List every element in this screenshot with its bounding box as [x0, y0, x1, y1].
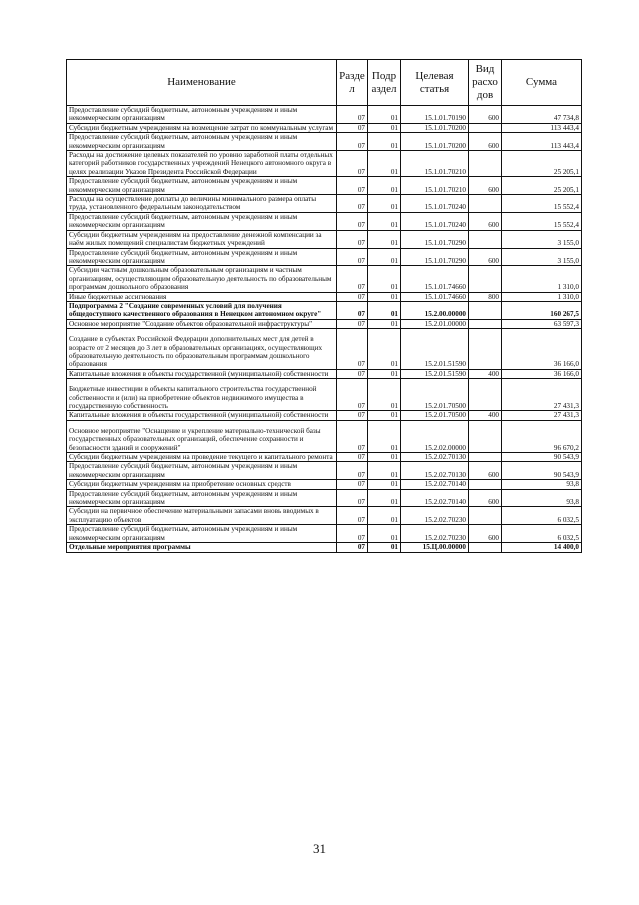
row-section: 07: [337, 507, 368, 525]
row-expense-type: 600: [469, 133, 502, 151]
table-row: [67, 301, 582, 319]
row-subsection: 01: [368, 195, 401, 213]
row-section: 07: [337, 319, 368, 328]
row-subsection: 01: [368, 462, 401, 480]
row-sum: 36 166,0: [502, 369, 582, 378]
row-expense-type: [469, 420, 502, 452]
row-name: Отдельные мероприятия программы: [67, 543, 337, 552]
row-expense-type: 400: [469, 369, 502, 378]
row-name: Субсидии на первичное обеспечение материальными запасами вновь вводимых в эксплуатацию объектов: [67, 507, 337, 525]
budget-table: [66, 59, 582, 553]
row-section: 07: [337, 195, 368, 213]
row-subsection: 01: [368, 411, 401, 420]
row-name: Предоставление субсидий бюджетным, автономным учреждениям и иным некоммерческим организациям: [67, 248, 337, 266]
table-row: [67, 319, 582, 328]
table-row: [67, 525, 582, 543]
table-header-row: [67, 60, 582, 106]
table-row: [67, 453, 582, 462]
row-subsection: 01: [368, 319, 401, 328]
row-subsection: 01: [368, 329, 401, 370]
row-section: 07: [337, 462, 368, 480]
row-target-code: 15.1.01.70240: [401, 212, 469, 230]
header-section: Разде л: [337, 60, 368, 106]
row-name: Предоставление субсидий бюджетным, автономным учреждениям и иным некоммерческим организациям: [67, 462, 337, 480]
row-sum: 25 205,1: [502, 151, 582, 177]
row-section: 07: [337, 489, 368, 507]
row-target-code: 15.2.02.70130: [401, 453, 469, 462]
row-name: Бюджетные инвестиции в объекты капитального строительства государственной собственности и (или) на приобретение объектов недвижимого имущества в государственную собственность: [67, 379, 337, 411]
row-sum: 113 443,4: [502, 133, 582, 151]
row-sum: 113 443,4: [502, 123, 582, 132]
row-target-code: 15.2.02.00000: [401, 420, 469, 452]
row-subsection: 01: [368, 543, 401, 552]
row-sum: 15 552,4: [502, 195, 582, 213]
row-name: Субсидии бюджетным учреждениям на проведение текущего и капитального ремонта: [67, 453, 337, 462]
row-subsection: 01: [368, 301, 401, 319]
row-sum: 3 155,0: [502, 230, 582, 248]
row-name: Предоставление субсидий бюджетным, автономным учреждениям и иным некоммерческим организациям: [67, 212, 337, 230]
row-name: Предоставление субсидий бюджетным, автономным учреждениям и иным некоммерческим организациям: [67, 106, 337, 124]
table-row: [67, 507, 582, 525]
row-sum: 1 310,0: [502, 266, 582, 292]
header-sum: Сумма: [502, 60, 582, 106]
row-expense-type: [469, 151, 502, 177]
row-target-code: 15.2.01.70500: [401, 379, 469, 411]
row-section: 07: [337, 123, 368, 132]
row-section: 07: [337, 266, 368, 292]
table-row: [67, 420, 582, 452]
table-row: [67, 462, 582, 480]
row-expense-type: [469, 507, 502, 525]
row-subsection: 01: [368, 177, 401, 195]
row-target-code: 15.2.02.70140: [401, 480, 469, 489]
row-section: 07: [337, 301, 368, 319]
header-target: Целевая статья: [401, 60, 469, 106]
row-name: Субсидии частным дошкольным образовательным организациям и частным организациям, осуществляющим образовательную деятельность по образовательным программам дошкольного образования: [67, 266, 337, 292]
row-subsection: 01: [368, 230, 401, 248]
row-section: 07: [337, 379, 368, 411]
row-name: Основное мероприятие "Создание объектов образовательной инфраструктуры": [67, 319, 337, 328]
row-subsection: 01: [368, 292, 401, 301]
row-section: 07: [337, 177, 368, 195]
row-expense-type: [469, 319, 502, 328]
row-name: Расходы на достижение целевых показателей по уровню заработной платы отдельных категорий работников государственных учреждений Ненецкого автономного округа в целях реализации Указов Президента Российской Федерации: [67, 151, 337, 177]
row-name: Субсидии бюджетным учреждениям на возмещение затрат по коммунальным услугам: [67, 123, 337, 132]
row-expense-type: 600: [469, 489, 502, 507]
row-section: 07: [337, 230, 368, 248]
table-row: [67, 379, 582, 411]
row-section: 07: [337, 411, 368, 420]
table-row: [67, 369, 582, 378]
row-section: 07: [337, 453, 368, 462]
table-row: [67, 292, 582, 301]
row-subsection: 01: [368, 489, 401, 507]
row-name: Субсидии бюджетным учреждениям на приобретение основных средств: [67, 480, 337, 489]
row-sum: 90 543,9: [502, 462, 582, 480]
row-section: 07: [337, 480, 368, 489]
row-section: 07: [337, 133, 368, 151]
row-target-code: 15.1.01.70200: [401, 123, 469, 132]
row-sum: 15 552,4: [502, 212, 582, 230]
table-body: [67, 106, 582, 553]
row-subsection: 01: [368, 106, 401, 124]
row-sum: 96 670,2: [502, 420, 582, 452]
table-row: [67, 212, 582, 230]
row-sum: 93,8: [502, 480, 582, 489]
row-name: Создание в субъектах Российской Федерации дополнительных мест для детей в возрасте от 2 месяцев до 3 лет в образовательных организациях, осуществляющих образовательную деятельность по образовательным программам дошкольного образования: [67, 329, 337, 370]
row-section: 07: [337, 106, 368, 124]
row-sum: 36 166,0: [502, 329, 582, 370]
row-section: 07: [337, 212, 368, 230]
row-sum: 3 155,0: [502, 248, 582, 266]
row-expense-type: [469, 379, 502, 411]
row-expense-type: [469, 230, 502, 248]
row-target-code: 15.1.01.70190: [401, 106, 469, 124]
row-name: Предоставление субсидий бюджетным, автономным учреждениям и иным некоммерческим организациям: [67, 525, 337, 543]
table-row: [67, 133, 582, 151]
row-target-code: 15.1.01.70290: [401, 248, 469, 266]
row-expense-type: 600: [469, 525, 502, 543]
row-expense-type: 600: [469, 106, 502, 124]
row-name: Подпрограмма 2 "Создание современных условий для получения общедоступного качественного образования в Ненецком автономном округе": [67, 301, 337, 319]
row-expense-type: 400: [469, 411, 502, 420]
table-row: [67, 106, 582, 124]
table-row: [67, 195, 582, 213]
row-target-code: 15.2.02.70230: [401, 507, 469, 525]
header-name: Наименование: [67, 60, 337, 106]
row-subsection: 01: [368, 151, 401, 177]
row-subsection: 01: [368, 525, 401, 543]
row-expense-type: [469, 453, 502, 462]
table-row: [67, 411, 582, 420]
row-sum: 160 267,5: [502, 301, 582, 319]
row-target-code: 15.1.01.70240: [401, 195, 469, 213]
row-sum: 14 400,0: [502, 543, 582, 552]
row-sum: 6 032,5: [502, 525, 582, 543]
row-expense-type: [469, 123, 502, 132]
row-target-code: 15.1.01.70290: [401, 230, 469, 248]
row-sum: 6 032,5: [502, 507, 582, 525]
row-expense-type: [469, 480, 502, 489]
row-name: Субсидии бюджетным учреждениям на предоставление денежной компенсации за наём жилых помещений специалистам бюджетных учреждений: [67, 230, 337, 248]
row-expense-type: [469, 301, 502, 319]
table-row: [67, 230, 582, 248]
row-target-code: 15.1.01.70200: [401, 133, 469, 151]
row-subsection: 01: [368, 369, 401, 378]
row-expense-type: [469, 195, 502, 213]
row-subsection: 01: [368, 248, 401, 266]
row-section: 07: [337, 543, 368, 552]
row-target-code: 15.2.02.70140: [401, 489, 469, 507]
row-name: Капитальные вложения в объекты государственной (муниципальной) собственности: [67, 369, 337, 378]
row-expense-type: 800: [469, 292, 502, 301]
row-name: Капитальные вложения в объекты государственной (муниципальной) собственности: [67, 411, 337, 420]
row-section: 07: [337, 292, 368, 301]
row-subsection: 01: [368, 133, 401, 151]
row-subsection: 01: [368, 266, 401, 292]
row-section: 07: [337, 329, 368, 370]
row-target-code: 15.Ц.00.00000: [401, 543, 469, 552]
header-subsection: Подр аздел: [368, 60, 401, 106]
table-row: [67, 177, 582, 195]
table-row: [67, 248, 582, 266]
row-target-code: 15.1.01.70210: [401, 177, 469, 195]
row-subsection: 01: [368, 379, 401, 411]
row-target-code: 15.2.00.00000: [401, 301, 469, 319]
header-type: Вид расхо дов: [469, 60, 502, 106]
row-target-code: 15.2.01.51590: [401, 369, 469, 378]
row-expense-type: 600: [469, 462, 502, 480]
row-subsection: 01: [368, 420, 401, 452]
row-sum: 47 734,8: [502, 106, 582, 124]
row-expense-type: 600: [469, 248, 502, 266]
row-sum: 27 431,3: [502, 379, 582, 411]
row-target-code: 15.2.02.70130: [401, 462, 469, 480]
row-subsection: 01: [368, 507, 401, 525]
row-target-code: 15.1.01.74660: [401, 292, 469, 301]
row-target-code: 15.1.01.74660: [401, 266, 469, 292]
table-row: [67, 151, 582, 177]
row-expense-type: [469, 266, 502, 292]
row-section: 07: [337, 151, 368, 177]
row-subsection: 01: [368, 453, 401, 462]
row-subsection: 01: [368, 480, 401, 489]
table-row: [67, 480, 582, 489]
row-target-code: 15.2.01.70500: [401, 411, 469, 420]
row-expense-type: [469, 543, 502, 552]
row-name: Иные бюджетные ассигнования: [67, 292, 337, 301]
table-row: [67, 329, 582, 370]
row-subsection: 01: [368, 123, 401, 132]
row-name: Основное мероприятие "Оснащение и укрепление материально-технической базы государственных образовательных организаций, обеспечение сохранности и безопасности зданий и сооружений": [67, 420, 337, 452]
row-name: Расходы на осуществление доплаты до величины минимального размера оплаты труда, установленного федеральным законодательством: [67, 195, 337, 213]
row-target-code: 15.2.01.00000: [401, 319, 469, 328]
row-section: 07: [337, 420, 368, 452]
row-sum: 90 543,9: [502, 453, 582, 462]
row-section: 07: [337, 248, 368, 266]
row-name: Предоставление субсидий бюджетным, автономным учреждениям и иным некоммерческим организациям: [67, 133, 337, 151]
row-subsection: 01: [368, 212, 401, 230]
row-sum: 1 310,0: [502, 292, 582, 301]
row-name: Предоставление субсидий бюджетным, автономным учреждениям и иным некоммерческим организациям: [67, 489, 337, 507]
row-name: Предоставление субсидий бюджетным, автономным учреждениям и иным некоммерческим организациям: [67, 177, 337, 195]
table-row: [67, 489, 582, 507]
table-row: [67, 123, 582, 132]
row-section: 07: [337, 525, 368, 543]
row-target-code: 15.2.02.70230: [401, 525, 469, 543]
row-section: 07: [337, 369, 368, 378]
row-sum: 93,8: [502, 489, 582, 507]
row-expense-type: 600: [469, 177, 502, 195]
row-sum: 27 431,3: [502, 411, 582, 420]
row-sum: 63 597,3: [502, 319, 582, 328]
page-number: 31: [313, 841, 326, 856]
row-target-code: 15.1.01.70210: [401, 151, 469, 177]
table-row: [67, 543, 582, 552]
row-expense-type: 600: [469, 212, 502, 230]
row-expense-type: [469, 329, 502, 370]
row-target-code: 15.2.01.51590: [401, 329, 469, 370]
table-row: [67, 266, 582, 292]
row-sum: 25 205,1: [502, 177, 582, 195]
